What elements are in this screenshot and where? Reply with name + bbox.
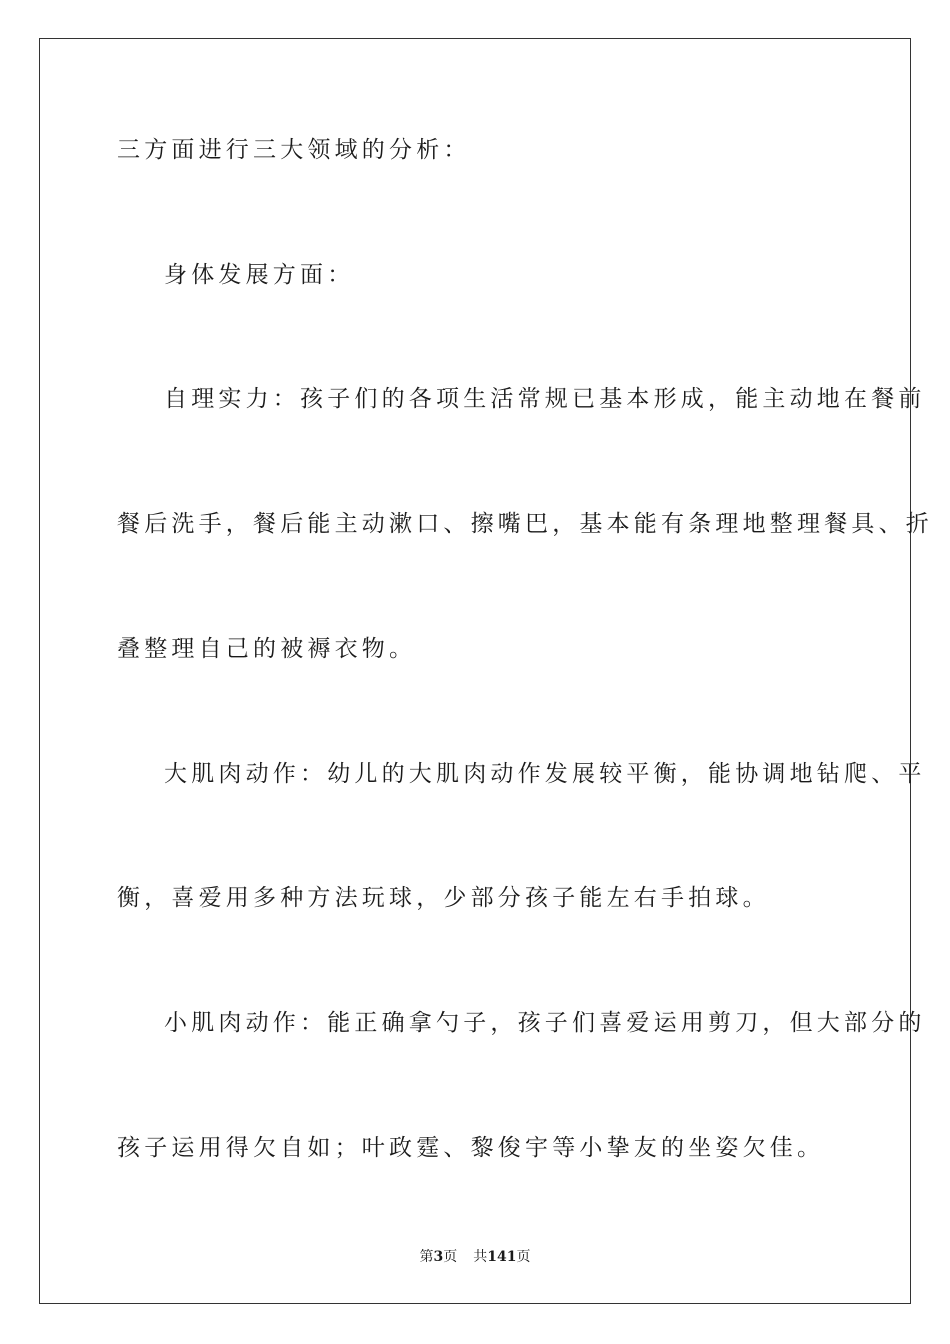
page-footer (0, 1246, 950, 1266)
section-heading: 身体发展方面： (164, 262, 355, 288)
total-pages: 141 (487, 1249, 517, 1265)
text-line: 小肌肉动作：能正确拿勺子，孩子们喜爱运用剪刀，但大部分的 (164, 1010, 926, 1036)
text-line: 三方面进行三大领域的分析： (117, 137, 471, 163)
text-line: 自理实力：孩子们的各项生活常规已基本形成，能主动地在餐前 (164, 386, 926, 412)
page-suffix: 页 (443, 1249, 458, 1265)
total-prefix: 共 (473, 1249, 488, 1265)
text-line: 叠整理自己的被褥衣物。 (117, 636, 417, 662)
text-line: 大肌肉动作：幼儿的大肌肉动作发展较平衡，能协调地钻爬、平 (164, 761, 926, 787)
page-number: 3 (433, 1249, 444, 1265)
text-line: 孩子运用得欠自如；叶政霆、黎俊宇等小挚友的坐姿欠佳。 (117, 1135, 825, 1161)
page-prefix: 第 (419, 1249, 434, 1265)
text-line: 餐后洗手，餐后能主动漱口、擦嘴巴，基本能有条理地整理餐具、折 (117, 511, 933, 537)
text-line: 衡，喜爱用多种方法玩球，少部分孩子能左右手拍球。 (117, 885, 770, 911)
page-border (39, 38, 933, 1304)
total-suffix: 页 (516, 1249, 531, 1265)
